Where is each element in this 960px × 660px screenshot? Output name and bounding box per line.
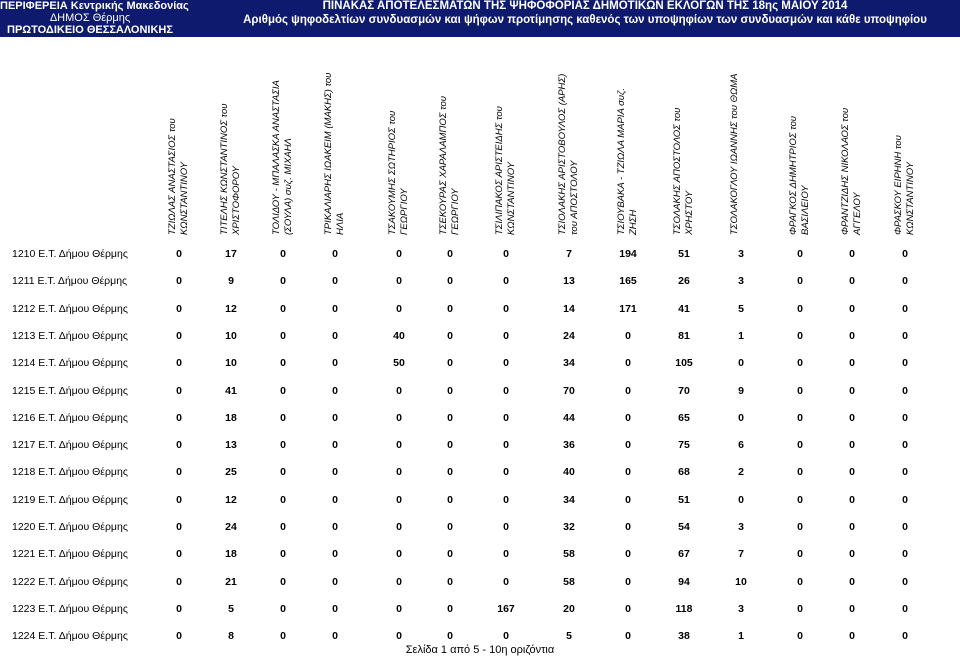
vote-count-cell: 0 bbox=[849, 248, 855, 260]
vote-count-cell: 3 bbox=[738, 275, 744, 288]
municipality-name: ΔΗΜΟΣ Θέρμης bbox=[49, 12, 131, 24]
vote-count-cell: 0 bbox=[503, 493, 509, 506]
vote-count-cell: 0 bbox=[503, 575, 509, 588]
vote-count-cell: 0 bbox=[396, 384, 402, 397]
vote-count-cell: 0 bbox=[503, 384, 509, 397]
vote-count-cell: 32 bbox=[563, 521, 575, 533]
column-header: ΤΣΕΚΟΥΡΑΣ ΧΑΡΑΛΑΜΠΟΣ του ΓΕΩΡΓΙΟΥ bbox=[438, 96, 461, 235]
vote-count-cell: 51 bbox=[678, 493, 690, 506]
vote-count-cell: 0 bbox=[849, 329, 855, 342]
vote-count-cell: 0 bbox=[396, 575, 402, 588]
vote-count-cell: 0 bbox=[797, 575, 803, 588]
court-name: ΠΡΩΤΟΔΙΚΕΙΟ ΘΕΣΣΑΛΟΝΙΚΗΣ bbox=[7, 24, 173, 36]
column-header: ΤΖΙΩΛΑΣ ΑΝΑΣΤΑΣΙΟΣ του ΚΩΝΣΤΑΝΤΙΝΟΥ bbox=[167, 118, 190, 235]
vote-count-cell: 0 bbox=[849, 411, 855, 424]
vote-count-cell: 0 bbox=[396, 439, 402, 452]
vote-count-cell: 0 bbox=[447, 411, 453, 424]
vote-count-cell: 6 bbox=[738, 439, 744, 452]
vote-count-cell: 0 bbox=[176, 357, 182, 370]
vote-count-cell: 167 bbox=[497, 602, 515, 615]
row-label: 1216 Ε.Τ. Δήμου Θέρμης bbox=[12, 411, 128, 424]
vote-count-cell: 0 bbox=[797, 630, 803, 643]
row-label: 1211 Ε.Τ. Δήμου Θέρμης bbox=[12, 275, 128, 288]
vote-count-cell: 12 bbox=[225, 493, 237, 506]
vote-count-cell: 7 bbox=[566, 248, 572, 260]
vote-count-cell: 0 bbox=[902, 275, 908, 288]
column-header: ΤΣΙΟΛΑΚΗΣ ΑΡΙΣΤΟΒΟΥΛΟΣ (ΑΡΗΣ) του ΑΠΟΣΤΟΛΟΥ bbox=[557, 73, 580, 235]
vote-count-cell: 0 bbox=[797, 302, 803, 315]
vote-count-cell: 0 bbox=[447, 521, 453, 533]
vote-count-cell: 70 bbox=[678, 384, 690, 397]
vote-count-cell: 0 bbox=[396, 411, 402, 424]
column-header: ΤΡΙΚΑΛΙΑΡΗΣ ΙΩΑΚΕΙΜ (ΜΑΚΗΣ) του ΗΛΙΑ bbox=[323, 72, 346, 235]
vote-count-cell: 0 bbox=[280, 411, 286, 424]
column-header: ΤΣΙΟΥΒΑΚΑ - ΤΖΙΩΛΑ ΜΑΡΙΑ συζ. ΖΗΣΗ bbox=[616, 87, 639, 235]
vote-count-cell: 12 bbox=[225, 302, 237, 315]
vote-count-cell: 5 bbox=[228, 602, 234, 615]
vote-count-cell: 0 bbox=[625, 439, 631, 452]
vote-count-cell: 0 bbox=[503, 275, 509, 288]
vote-count-cell: 0 bbox=[797, 275, 803, 288]
vote-count-cell: 68 bbox=[678, 466, 690, 479]
vote-count-cell: 0 bbox=[176, 411, 182, 424]
vote-count-cell: 0 bbox=[447, 602, 453, 615]
vote-count-cell: 0 bbox=[797, 521, 803, 533]
vote-count-cell: 0 bbox=[396, 521, 402, 533]
vote-count-cell: 0 bbox=[797, 329, 803, 342]
vote-count-cell: 0 bbox=[625, 521, 631, 533]
column-header: ΤΙΤΕΛΗΣ ΚΩΝΣΤΑΝΤΙΝΟΣ του ΧΡΙΣΤΟΦΟΡΟΥ bbox=[219, 103, 242, 235]
vote-count-cell: 0 bbox=[396, 248, 402, 260]
column-header: ΦΡΑΓΚΟΣ ΔΗΜΗΤΡΙΟΣ του ΒΑΣΙΛΕΙΟΥ bbox=[788, 115, 811, 235]
column-header: ΤΣΟΛΑΚΗΣ ΑΠΟΣΤΟΛΟΣ του ΧΡΗΣΤΟΥ bbox=[672, 107, 695, 235]
vote-count-cell: 0 bbox=[503, 548, 509, 561]
vote-count-cell: 0 bbox=[503, 248, 509, 260]
vote-count-cell: 58 bbox=[563, 548, 575, 561]
row-label: 1210 Ε.Τ. Δήμου Θέρμης bbox=[12, 248, 128, 260]
vote-count-cell: 34 bbox=[563, 357, 575, 370]
vote-count-cell: 13 bbox=[225, 439, 237, 452]
vote-count-cell: 3 bbox=[738, 521, 744, 533]
vote-count-cell: 0 bbox=[902, 466, 908, 479]
row-label: 1222 Ε.Τ. Δήμου Θέρμης bbox=[12, 575, 128, 588]
vote-count-cell: 0 bbox=[902, 630, 908, 643]
vote-count-cell: 0 bbox=[738, 493, 744, 506]
vote-count-cell: 9 bbox=[738, 384, 744, 397]
vote-count-cell: 0 bbox=[280, 630, 286, 643]
vote-count-cell: 0 bbox=[176, 521, 182, 533]
vote-count-cell: 0 bbox=[902, 493, 908, 506]
vote-count-cell: 118 bbox=[675, 602, 693, 615]
vote-count-cell: 0 bbox=[849, 384, 855, 397]
vote-count-cell: 0 bbox=[503, 302, 509, 315]
vote-count-cell: 0 bbox=[849, 493, 855, 506]
vote-count-cell: 70 bbox=[563, 384, 575, 397]
vote-count-cell: 20 bbox=[563, 602, 575, 615]
vote-count-cell: 0 bbox=[176, 548, 182, 561]
vote-count-cell: 0 bbox=[797, 466, 803, 479]
vote-count-cell: 0 bbox=[176, 493, 182, 506]
vote-count-cell: 54 bbox=[678, 521, 690, 533]
vote-count-cell: 0 bbox=[902, 384, 908, 397]
vote-count-cell: 51 bbox=[678, 248, 690, 260]
vote-count-cell: 81 bbox=[678, 329, 690, 342]
row-label: 1217 Ε.Τ. Δήμου Θέρμης bbox=[12, 439, 128, 452]
vote-count-cell: 26 bbox=[678, 275, 690, 288]
row-label: 1219 Ε.Τ. Δήμου Θέρμης bbox=[12, 493, 128, 506]
vote-count-cell: 0 bbox=[849, 275, 855, 288]
vote-count-cell: 0 bbox=[447, 357, 453, 370]
vote-count-cell: 0 bbox=[176, 439, 182, 452]
vote-count-cell: 0 bbox=[176, 329, 182, 342]
column-header: ΤΣΟΛΑΚΟΓΛΟΥ ΙΩΑΝΝΗΣ του ΘΩΜΑ bbox=[729, 73, 740, 235]
vote-count-cell: 0 bbox=[503, 357, 509, 370]
vote-count-cell: 7 bbox=[738, 548, 744, 561]
vote-count-cell: 3 bbox=[738, 602, 744, 615]
vote-count-cell: 105 bbox=[675, 357, 693, 370]
vote-count-cell: 1 bbox=[738, 329, 744, 342]
vote-count-cell: 8 bbox=[228, 630, 234, 643]
vote-count-cell: 0 bbox=[797, 411, 803, 424]
vote-count-cell: 65 bbox=[678, 411, 690, 424]
vote-count-cell: 0 bbox=[849, 439, 855, 452]
page-footer: Σελίδα 1 από 5 - 10η οριζόντια bbox=[405, 644, 555, 656]
vote-count-cell: 0 bbox=[902, 575, 908, 588]
column-header: ΦΡΑΝΤΖΙΔΗΣ ΝΙΚΟΛΑΟΣ του ΑΓΓΕΛΟΥ bbox=[840, 107, 863, 235]
vote-count-cell: 0 bbox=[849, 602, 855, 615]
vote-count-cell: 41 bbox=[678, 302, 690, 315]
vote-count-cell: 0 bbox=[849, 466, 855, 479]
column-header: ΦΡΑΣΚΟΥ ΕΙΡΗΝΗ του ΚΩΝΣΤΑΝΤΙΝΟΥ bbox=[893, 135, 916, 235]
vote-count-cell: 50 bbox=[393, 357, 405, 370]
vote-count-cell: 0 bbox=[503, 411, 509, 424]
vote-count-cell: 165 bbox=[619, 275, 637, 288]
vote-count-cell: 0 bbox=[176, 275, 182, 288]
vote-count-cell: 0 bbox=[447, 630, 453, 643]
vote-count-cell: 0 bbox=[447, 575, 453, 588]
vote-count-cell: 40 bbox=[393, 329, 405, 342]
vote-count-cell: 0 bbox=[280, 275, 286, 288]
vote-count-cell: 0 bbox=[503, 466, 509, 479]
vote-count-cell: 0 bbox=[280, 493, 286, 506]
row-label: 1213 Ε.Τ. Δήμου Θέρμης bbox=[12, 329, 128, 342]
vote-count-cell: 0 bbox=[902, 521, 908, 533]
vote-count-cell: 0 bbox=[396, 302, 402, 315]
vote-count-cell: 0 bbox=[902, 602, 908, 615]
vote-count-cell: 0 bbox=[849, 575, 855, 588]
vote-count-cell: 0 bbox=[280, 248, 286, 260]
vote-count-cell: 24 bbox=[563, 329, 575, 342]
vote-count-cell: 0 bbox=[280, 329, 286, 342]
vote-count-cell: 0 bbox=[176, 384, 182, 397]
vote-count-cell: 0 bbox=[280, 575, 286, 588]
vote-count-cell: 0 bbox=[849, 302, 855, 315]
vote-count-cell: 0 bbox=[176, 302, 182, 315]
vote-count-cell: 1 bbox=[738, 630, 744, 643]
report-header bbox=[0, 0, 960, 37]
vote-count-cell: 10 bbox=[225, 329, 237, 342]
vote-count-cell: 0 bbox=[332, 357, 338, 370]
vote-count-cell: 0 bbox=[797, 493, 803, 506]
row-label: 1214 Ε.Τ. Δήμου Θέρμης bbox=[12, 357, 128, 370]
vote-count-cell: 0 bbox=[738, 411, 744, 424]
vote-count-cell: 171 bbox=[619, 302, 637, 315]
vote-count-cell: 0 bbox=[396, 493, 402, 506]
vote-count-cell: 0 bbox=[625, 575, 631, 588]
vote-count-cell: 0 bbox=[396, 275, 402, 288]
vote-count-cell: 5 bbox=[566, 630, 572, 643]
vote-count-cell: 0 bbox=[332, 384, 338, 397]
vote-count-cell: 0 bbox=[280, 439, 286, 452]
column-header: ΤΣΑΚΟΥΜΗΣ ΣΩΤΗΡΙΟΣ του ΓΕΩΡΓΙΟΥ bbox=[387, 110, 410, 235]
vote-count-cell: 0 bbox=[849, 521, 855, 533]
vote-count-cell: 0 bbox=[625, 630, 631, 643]
vote-count-cell: 10 bbox=[735, 575, 747, 588]
vote-count-cell: 0 bbox=[280, 602, 286, 615]
vote-count-cell: 0 bbox=[280, 302, 286, 315]
vote-count-cell: 41 bbox=[225, 384, 237, 397]
vote-count-cell: 94 bbox=[678, 575, 690, 588]
row-label: 1215 Ε.Τ. Δήμου Θέρμης bbox=[12, 384, 128, 397]
vote-count-cell: 0 bbox=[332, 411, 338, 424]
vote-count-cell: 67 bbox=[678, 548, 690, 561]
column-header: ΤΟΛΙΔΟΥ - ΜΠΑΛΑΣΚΑ ΑΝΑΣΤΑΣΙΑ (ΣΟΥΛΑ) συζ. ΜΙΧΑΗΛ bbox=[271, 80, 294, 235]
vote-count-cell: 0 bbox=[176, 466, 182, 479]
vote-count-cell: 194 bbox=[619, 248, 637, 260]
report-title: ΠΙΝΑΚΑΣ ΑΠΟΤΕΛΕΣΜΑΤΩΝ ΤΗΣ ΨΗΦΟΦΟΡΙΑΣ ΔΗΜΟΤΙΚΩΝ ΕΚΛΟΓΩΝ ΤΗΣ 18ης ΜΑΪΟΥ 2014 bbox=[322, 0, 848, 12]
vote-count-cell: 58 bbox=[563, 575, 575, 588]
vote-count-cell: 36 bbox=[563, 439, 575, 452]
vote-count-cell: 0 bbox=[447, 248, 453, 260]
vote-count-cell: 0 bbox=[797, 548, 803, 561]
vote-count-cell: 0 bbox=[625, 548, 631, 561]
vote-count-cell: 0 bbox=[332, 275, 338, 288]
vote-count-cell: 17 bbox=[225, 248, 237, 260]
vote-count-cell: 0 bbox=[396, 602, 402, 615]
row-label: 1218 Ε.Τ. Δήμου Θέρμης bbox=[12, 466, 128, 479]
vote-count-cell: 0 bbox=[332, 329, 338, 342]
vote-count-cell: 10 bbox=[225, 357, 237, 370]
vote-count-cell: 0 bbox=[625, 493, 631, 506]
vote-count-cell: 0 bbox=[332, 521, 338, 533]
vote-count-cell: 0 bbox=[280, 521, 286, 533]
row-label: 1221 Ε.Τ. Δήμου Θέρμης bbox=[12, 548, 128, 561]
vote-count-cell: 0 bbox=[447, 493, 453, 506]
vote-count-cell: 0 bbox=[849, 548, 855, 561]
vote-count-cell: 2 bbox=[738, 466, 744, 479]
vote-count-cell: 0 bbox=[176, 248, 182, 260]
vote-count-cell: 0 bbox=[447, 548, 453, 561]
vote-count-cell: 0 bbox=[738, 357, 744, 370]
vote-count-cell: 0 bbox=[797, 602, 803, 615]
vote-count-cell: 0 bbox=[797, 248, 803, 260]
vote-count-cell: 0 bbox=[503, 630, 509, 643]
vote-count-cell: 38 bbox=[678, 630, 690, 643]
vote-count-cell: 24 bbox=[225, 521, 237, 533]
vote-count-cell: 0 bbox=[332, 548, 338, 561]
vote-count-cell: 0 bbox=[176, 575, 182, 588]
vote-count-cell: 0 bbox=[280, 357, 286, 370]
vote-count-cell: 0 bbox=[849, 357, 855, 370]
vote-count-cell: 0 bbox=[625, 466, 631, 479]
vote-count-cell: 0 bbox=[280, 548, 286, 561]
vote-count-cell: 0 bbox=[797, 439, 803, 452]
vote-count-cell: 0 bbox=[447, 302, 453, 315]
vote-count-cell: 5 bbox=[738, 302, 744, 315]
vote-count-cell: 0 bbox=[902, 329, 908, 342]
vote-count-cell: 0 bbox=[503, 439, 509, 452]
vote-count-cell: 0 bbox=[902, 548, 908, 561]
row-label: 1223 Ε.Τ. Δήμου Θέρμης bbox=[12, 602, 128, 615]
vote-count-cell: 0 bbox=[332, 248, 338, 260]
vote-count-cell: 0 bbox=[447, 466, 453, 479]
vote-count-cell: 0 bbox=[902, 248, 908, 260]
vote-count-cell: 0 bbox=[332, 575, 338, 588]
vote-count-cell: 0 bbox=[849, 630, 855, 643]
vote-count-cell: 0 bbox=[503, 329, 509, 342]
vote-count-cell: 3 bbox=[738, 248, 744, 260]
vote-count-cell: 0 bbox=[396, 548, 402, 561]
vote-count-cell: 0 bbox=[396, 630, 402, 643]
vote-count-cell: 0 bbox=[902, 302, 908, 315]
vote-count-cell: 0 bbox=[625, 411, 631, 424]
vote-count-cell: 0 bbox=[280, 466, 286, 479]
vote-count-cell: 0 bbox=[332, 493, 338, 506]
vote-count-cell: 14 bbox=[563, 302, 575, 315]
vote-count-cell: 0 bbox=[176, 602, 182, 615]
vote-count-cell: 0 bbox=[396, 466, 402, 479]
vote-count-cell: 0 bbox=[332, 602, 338, 615]
vote-count-cell: 0 bbox=[332, 439, 338, 452]
vote-count-cell: 0 bbox=[280, 384, 286, 397]
vote-count-cell: 0 bbox=[797, 384, 803, 397]
vote-count-cell: 18 bbox=[225, 548, 237, 561]
vote-count-cell: 75 bbox=[678, 439, 690, 452]
vote-count-cell: 0 bbox=[332, 630, 338, 643]
vote-count-cell: 9 bbox=[228, 275, 234, 288]
vote-count-cell: 0 bbox=[902, 439, 908, 452]
region-name: ΠΕΡΙΦΕΡΕΙΑ Κεντρικής Μακεδονίας bbox=[0, 0, 189, 12]
row-label: 1212 Ε.Τ. Δήμου Θέρμης bbox=[12, 302, 128, 315]
vote-count-cell: 0 bbox=[176, 630, 182, 643]
row-label: 1224 Ε.Τ. Δήμου Θέρμης bbox=[12, 630, 128, 643]
vote-count-cell: 0 bbox=[625, 357, 631, 370]
vote-count-cell: 0 bbox=[902, 357, 908, 370]
vote-count-cell: 21 bbox=[225, 575, 237, 588]
vote-count-cell: 0 bbox=[797, 357, 803, 370]
row-label: 1220 Ε.Τ. Δήμου Θέρμης bbox=[12, 521, 128, 533]
vote-count-cell: 0 bbox=[332, 302, 338, 315]
vote-count-cell: 0 bbox=[503, 521, 509, 533]
vote-count-cell: 18 bbox=[225, 411, 237, 424]
vote-count-cell: 0 bbox=[447, 439, 453, 452]
vote-count-cell: 0 bbox=[332, 466, 338, 479]
vote-count-cell: 0 bbox=[625, 329, 631, 342]
vote-count-cell: 40 bbox=[563, 466, 575, 479]
vote-count-cell: 0 bbox=[447, 275, 453, 288]
vote-count-cell: 13 bbox=[563, 275, 575, 288]
vote-count-cell: 34 bbox=[563, 493, 575, 506]
vote-count-cell: 25 bbox=[225, 466, 237, 479]
vote-count-cell: 44 bbox=[563, 411, 575, 424]
vote-count-cell: 0 bbox=[447, 329, 453, 342]
vote-count-cell: 0 bbox=[902, 411, 908, 424]
vote-count-cell: 0 bbox=[625, 384, 631, 397]
vote-count-cell: 0 bbox=[447, 384, 453, 397]
report-subtitle: Αριθμός ψηφοδελτίων συνδυασμών και ψήφων προτίμησης καθενός των υποψηφίων των συνδυασμών και κάθε υποψηφίου bbox=[243, 14, 927, 26]
column-header: ΤΣΙΛΙΠΑΚΟΣ ΑΡΙΣΤΕΙΔΗΣ του ΚΩΝΣΤΑΝΤΙΝΟΥ bbox=[494, 106, 517, 235]
vote-count-cell: 0 bbox=[625, 602, 631, 615]
